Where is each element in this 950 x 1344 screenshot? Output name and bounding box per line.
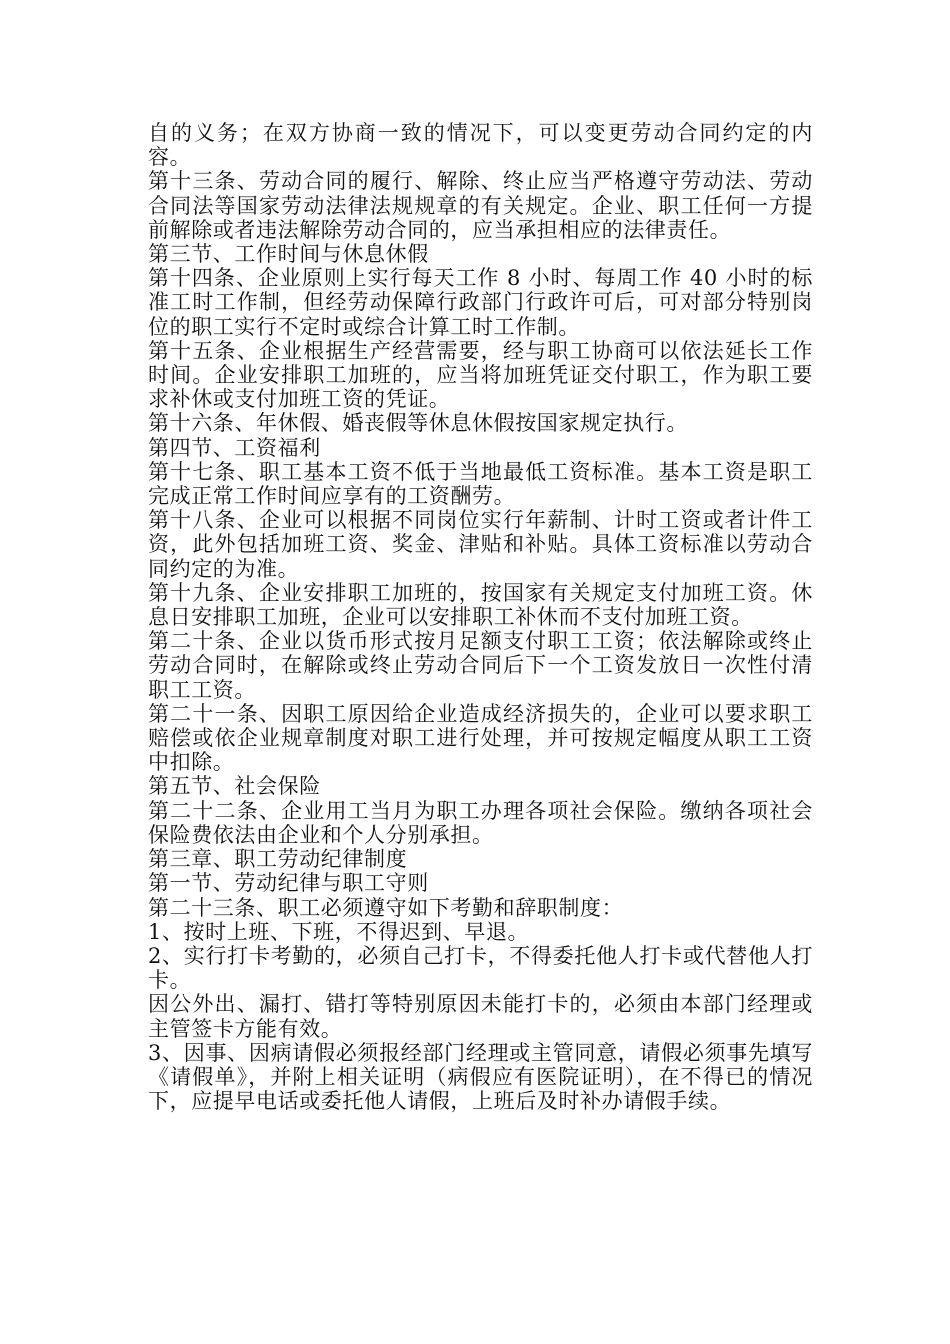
article-15: 第十五条、企业根据生产经营需要，经与职工协商可以依法延长工作时间。企业安排职工加班的，应当将加班凭证交付职工，作为职工要求补休或支付加班工资的凭证。 xyxy=(148,338,813,412)
section-heading: 第四节、工资福利 xyxy=(148,435,321,460)
article-19: 第十九条、企业安排职工加班的，按国家有关规定支付加班工资。休息日安排职工加班，企业可以安排职工补休而不支付加班工资。 xyxy=(148,580,813,630)
article-18: 第十八条、企业可以根据不同岗位实行年薪制、计时工资或者计件工资，此外包括加班工资、奖金、津贴和补贴。具体工资标准以劳动合同约定的为准。 xyxy=(148,508,813,581)
article-20: 第二十条、企业以货币形式按月足额支付职工工资；依法解除或终止劳动合同时，在解除或终止劳动合同后下一个工资发放日一次性付清职工工资。 xyxy=(148,629,813,702)
article-21: 第二十一条、因职工原因给企业造成经济损失的，企业可以要求职工赔偿或依企业规章制度对职工进行处理，并可按规定幅度从职工工资中扣除。 xyxy=(148,701,813,775)
article-17: 第十七条、职工基本工资不低于当地最低工资标准。基本工资是职工完成正常工作时间应享有的工资酬劳。 xyxy=(148,459,813,509)
article-13: 第十三条、劳动合同的履行、解除、终止应当严格遵守劳动法、劳动合同法等国家劳动法律法规规章的有关规定。企业、职工任何一方提前解除或者违法解除劳动合同的，应当承担相应的法律责任。 xyxy=(148,169,813,242)
section-heading: 第三节、工作时间与休息休假 xyxy=(148,242,429,267)
paragraph: 因公外出、漏打、错打等特别原因未能打卡的，必须由本部门经理或主管签卡方能有效。 xyxy=(148,992,813,1041)
paragraph: 自的义务；在双方协商一致的情况下，可以变更劳动合同约定的内容。 xyxy=(148,121,813,170)
article-16: 第十六条、年休假、婚丧假等休息休假按国家规定执行。 xyxy=(148,411,688,436)
section-heading: 第一节、劳动纪律与职工守则 xyxy=(148,871,429,896)
article-23: 第二十三条、职工必须遵守如下考勤和辞职制度： xyxy=(148,895,624,920)
article-14: 第十四条、企业原则上实行每天工作 8 小时、每周工作 40 小时的标准工时工作制，但经劳动保障行政部门行政许可后，可对部分特别岗位的职工实行不定时或综合计算工时工作制。 xyxy=(148,266,813,339)
article-22: 第二十二条、企业用工当月为职工办理各项社会保险。缴纳各项社会保险费依法由企业和个人分别承担。 xyxy=(148,798,813,847)
chapter-heading: 第三章、职工劳动纪律制度 xyxy=(148,847,408,872)
list-item: 1、按时上班、下班，不得迟到、早退。 xyxy=(148,919,530,944)
section-heading: 第五节、社会保险 xyxy=(148,774,321,799)
list-item: 2、实行打卡考勤的，必须自己打卡，不得委托他人打卡或代替他人打卡。 xyxy=(148,943,813,993)
list-item: 3、因事、因病请假必须报经部门经理或主管同意，请假必须事先填写《请假单》，并附上相关证明（病假应有医院证明），在不得已的情况下，应提早电话或委托他人请假，上班后及时补办请假手续。 xyxy=(148,1040,813,1114)
document-body xyxy=(148,121,813,1113)
